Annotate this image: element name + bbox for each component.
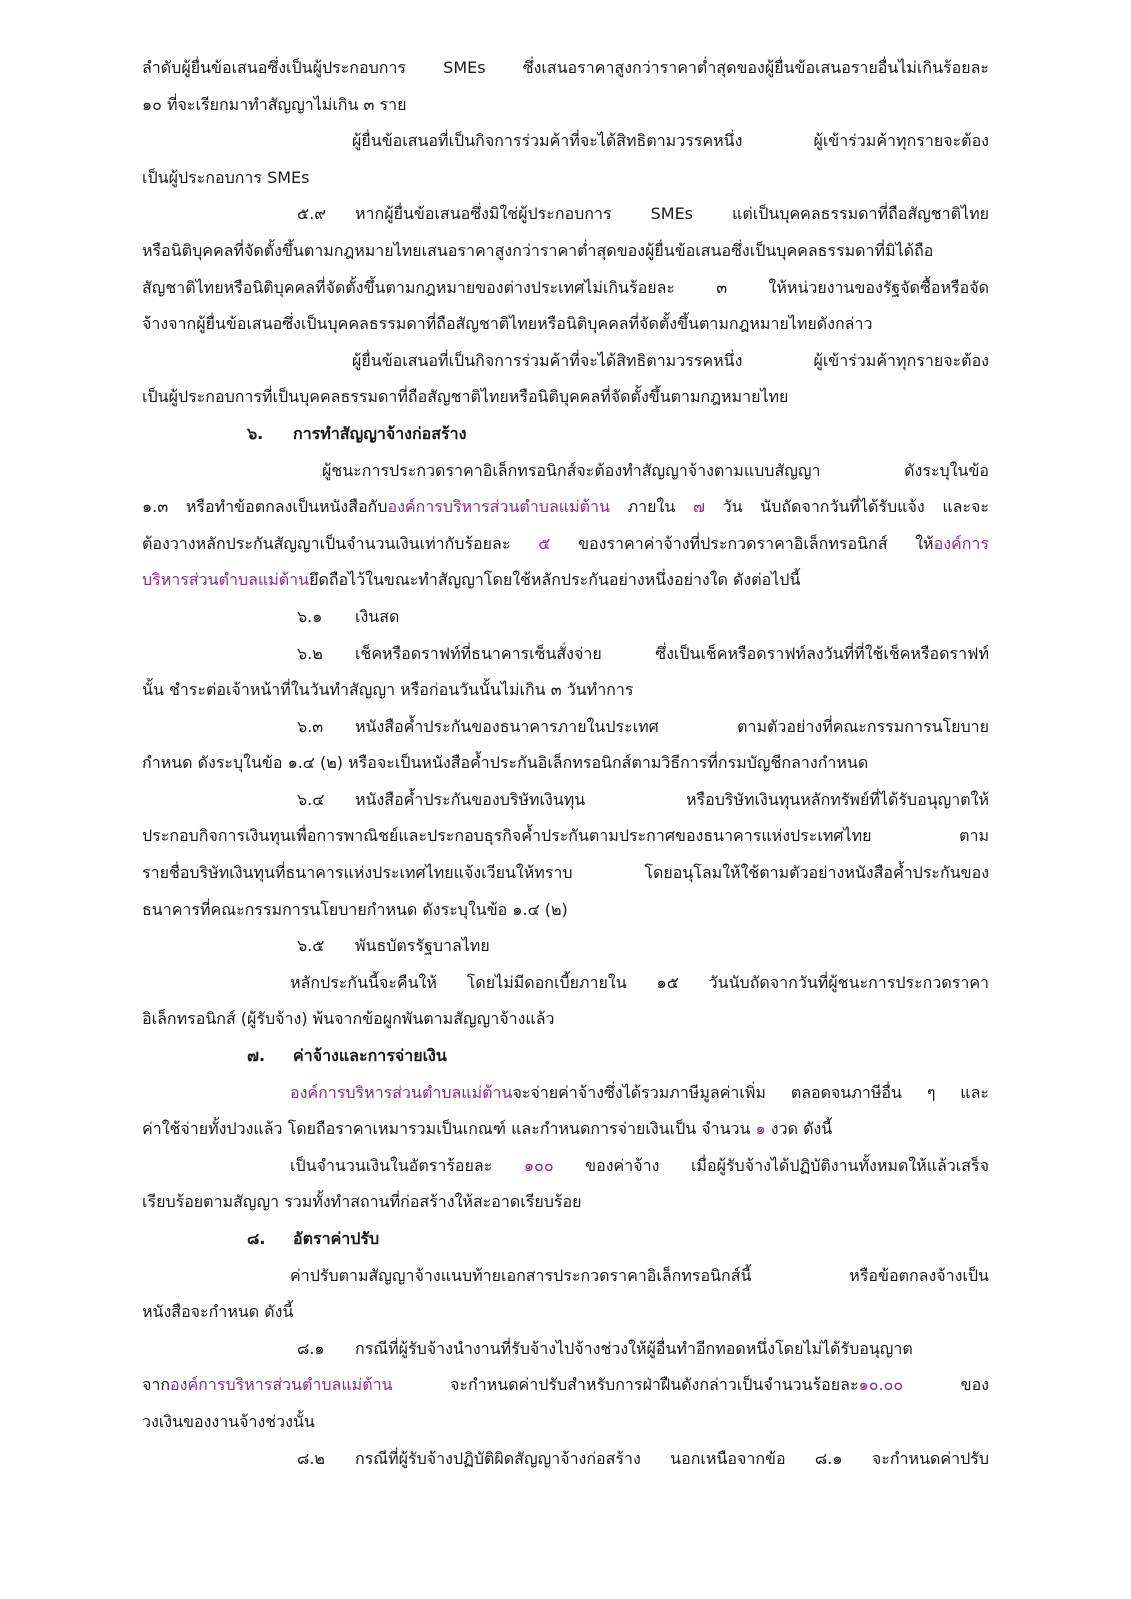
paragraph-line: ค่าปรับตามสัญญาจ้างแนบท้ายเอกสารประกวดราคาอิเล็กทรอนิกส์นี้ หรือข้อตกลงจ้างเป็น xyxy=(290,1265,989,1285)
clause-8-1 xyxy=(142,1331,989,1368)
text-run: ของ xyxy=(903,1375,989,1395)
org-name: องค์การบริหารส่วนตำบลแม่ต้าน xyxy=(387,497,610,517)
section-heading-8 xyxy=(142,1221,989,1258)
paragraph-line: เป็นผู้ประกอบการ SMEs xyxy=(142,167,310,187)
paragraph-line: ประกอบกิจการเงินทุนเพื่อการพาณิชย์และประกอบธุรกิจค้ำประกันตามประกาศของธนาคารแห่งประเทศไทย ตาม xyxy=(142,826,989,846)
clause-number: ๖.๑ xyxy=(297,606,323,626)
paragraph-line: หลักประกันนี้จะคืนให้ โดยไม่มีดอกเบี้ยภายใน ๑๕ วันนับถัดจากวันที่ผู้ชนะการประกวดราคา xyxy=(290,972,989,992)
paragraph-line: นั้น ชำระต่อเจ้าหน้าที่ในวันทำสัญญา หรือก่อนวันนั้นไม่เกิน ๓ วันทำการ xyxy=(142,680,634,700)
heading-text: อัตราค่าปรับ xyxy=(293,1229,380,1248)
heading-number: ๗. xyxy=(247,1046,266,1066)
paragraph-line: ผู้ยื่นข้อเสนอที่เป็นกิจการร่วมค้าที่จะได้สิทธิตามวรรคหนึ่ง ผู้เข้าร่วมค้าทุกรายจะต้อง xyxy=(352,131,989,151)
paragraph-line: ผู้ชนะการประกวดราคาอิเล็กทรอนิกส์จะต้องทำสัญญาจ้างตามแบบสัญญา ดังระบุในข้อ xyxy=(322,460,989,480)
clause-number: ๖.๔ xyxy=(297,789,325,809)
paragraph-line: หนังสือจะกำหนด ดังนี้ xyxy=(142,1302,294,1322)
paragraph-line xyxy=(142,562,989,599)
paragraph-line: รายชื่อบริษัทเงินทุนที่ธนาคารแห่งประเทศไทยแจ้งเวียนให้ทราบ โดยอนุโลมให้ใช้ตามตัวอย่างหนังสือค้ำประกันของ xyxy=(142,863,989,883)
paragraph-line: วงเงินของงานจ้างช่วงนั้น xyxy=(142,1411,315,1431)
heading-text: ค่าจ้างและการจ่ายเงิน xyxy=(293,1046,447,1066)
clause-6-2 xyxy=(142,636,989,673)
heading-number: ๖. xyxy=(247,423,264,443)
paragraph-line: ธนาคารที่คณะกรรมการนโยบายกำหนด ดังระบุในข้อ ๑.๔ (๒) xyxy=(142,899,568,919)
paragraph-line: ผู้ยื่นข้อเสนอที่เป็นกิจการร่วมค้าที่จะได้สิทธิตามวรรคหนึ่ง ผู้เข้าร่วมค้าทุกรายจะต้อง xyxy=(352,350,989,370)
paragraph-line: ๑๐ ที่จะเรียกมาทำสัญญาไม่เกิน ๓ ราย xyxy=(142,94,407,114)
installment-count: ๑ xyxy=(755,1119,766,1139)
paragraph-line: ลำดับผู้ยื่นข้อเสนอซึ่งเป็นผู้ประกอบการ SMEs ซึ่งเสนอราคาสูงกว่าราคาต่ำสุดของผู้ยื่นข้อเสนอรายอื่นไม่เกินร้อยละ xyxy=(142,58,989,77)
clause-6-5 xyxy=(142,928,989,965)
heading-text: การทำสัญญาจ้างก่อสร้าง xyxy=(293,423,467,443)
clause-text: กรณีที่ผู้รับจ้างนำงานที่รับจ้างไปจ้างช่วงให้ผู้อื่นทำอีกทอดหนึ่งโดยไม่ได้รับอนุญาต xyxy=(355,1338,913,1358)
percent-value: ๕ xyxy=(538,533,551,553)
paragraph-line xyxy=(142,489,989,526)
clause-8-2 xyxy=(142,1441,989,1478)
clause-text: กรณีที่ผู้รับจ้างปฏิบัติผิดสัญญาจ้างก่อสร้าง นอกเหนือจากข้อ ๘.๑ จะกำหนดค่าปรับ xyxy=(355,1448,989,1468)
clause-text: หนังสือค้ำประกันของธนาคารภายในประเทศ ตามตัวอย่างที่คณะกรรมการนโยบาย xyxy=(355,716,989,736)
clause-number: ๖.๒ xyxy=(297,643,323,663)
paragraph-line: หรือนิติบุคคลที่จัดตั้งขึ้นตามกฎหมายไทยเสนอราคาสูงกว่าราคาต่ำสุดของผู้ยื่นข้อเสนอซึ่งเป็นบุคคลธรรมดาที่มิได้ถือ xyxy=(142,240,934,260)
text-run: วัน นับถัดจากวันที่ได้รับแจ้ง และจะ xyxy=(704,497,989,517)
clause-text: หากผู้ยื่นข้อเสนอซึ่งมิใช่ผู้ประกอบการ SMEs แต่เป็นบุคคลธรรมดาที่ถือสัญชาติไทย xyxy=(355,204,989,224)
clause-6-3 xyxy=(142,709,989,746)
text-run: ของราคาค่าจ้างที่ประกวดราคาอิเล็กทรอนิกส์ ให้ xyxy=(550,533,934,553)
paragraph-line xyxy=(142,1148,989,1185)
percent-value: ๑๐๐ xyxy=(523,1155,554,1175)
clause-5-9 xyxy=(142,196,989,233)
clause-number: ๕.๙ xyxy=(297,204,326,224)
clause-6-4 xyxy=(142,782,989,819)
clause-number: ๖.๓ xyxy=(297,716,324,736)
paragraph-line xyxy=(142,1367,989,1404)
paragraph-line xyxy=(142,526,989,563)
text-run: เป็นจำนวนเงินในอัตราร้อยละ xyxy=(290,1155,524,1175)
org-name: องค์การบริหารส่วนตำบลแม่ต้าน xyxy=(290,1082,513,1102)
clause-text: เงินสด xyxy=(355,606,400,626)
section-heading-6 xyxy=(142,416,989,453)
text-run: ค่าใช้จ่ายทั้งปวงแล้ว โดยถือราคาเหมารวมเป็นเกณฑ์ และกำหนดการจ่ายเงินเป็น จำนวน xyxy=(142,1119,756,1139)
text-run: ต้องวางหลักประกันสัญญาเป็นจำนวนเงินเท่ากับร้อยละ xyxy=(142,533,539,553)
paragraph-line: กำหนด ดังระบุในข้อ ๑.๔ (๒) หรือจะเป็นหนังสือค้ำประกันอิเล็กทรอนิกส์ตามวิธีการที่กรมบัญชีกลางกำหนด xyxy=(142,753,869,773)
text-run: จะจ่ายค่าจ้างซึ่งได้รวมภาษีมูลค่าเพิ่ม ตลอดจนภาษีอื่น ๆ และ xyxy=(512,1082,989,1102)
paragraph-line: เป็นผู้ประกอบการที่เป็นบุคคลธรรมดาที่ถือสัญชาติไทยหรือนิติบุคคลที่จัดตั้งขึ้นตามกฎหมายไทย xyxy=(142,387,789,407)
clause-number: ๘.๑ xyxy=(297,1338,325,1358)
clause-6-1 xyxy=(142,599,989,636)
paragraph-line: อิเล็กทรอนิกส์ (ผู้รับจ้าง) พ้นจากข้อผูกพันตามสัญญาจ้างแล้ว xyxy=(142,1009,555,1029)
clause-number: ๖.๕ xyxy=(297,936,325,956)
clause-number: ๘.๒ xyxy=(297,1448,325,1468)
paragraph-line xyxy=(142,1075,989,1112)
text-run: ของค่าจ้าง เมื่อผู้รับจ้างได้ปฏิบัติงานทั้งหมดให้แล้วเสร็จ xyxy=(553,1155,989,1175)
text-run: ยึดถือไว้ในขณะทำสัญญาโดยใช้หลักประกันอย่างหนึ่งอย่างใด ดังต่อไปนี้ xyxy=(309,570,801,590)
clause-text: เช็คหรือดราฟท์ที่ธนาคารเซ็นสั่งจ่าย ซึ่งเป็นเช็คหรือดราฟท์ลงวันที่ที่ใช้เช็คหรือดราฟท์ xyxy=(355,643,989,663)
org-name: องค์การ xyxy=(933,533,989,553)
clause-text: พันธบัตรรัฐบาลไทย xyxy=(355,936,490,956)
text-run: งวด ดังนี้ xyxy=(765,1119,833,1139)
paragraph-line: สัญชาติไทยหรือนิติบุคคลที่จัดตั้งขึ้นตามกฎหมายของต่างประเทศไม่เกินร้อยละ ๓ ให้หน่วยงานของรัฐจัดซื้อหรือจัด xyxy=(142,277,989,297)
percent-value: ๑๐.๐๐ xyxy=(858,1375,904,1395)
heading-number: ๘. xyxy=(247,1229,266,1248)
org-name: บริหารส่วนตำบลแม่ต้าน xyxy=(142,570,310,590)
section-heading-7 xyxy=(142,1038,989,1075)
paragraph-line: จ้างจากผู้ยื่นข้อเสนอซึ่งเป็นบุคคลธรรมดาที่ถือสัญชาติไทยหรือนิติบุคคลที่จัดตั้งขึ้นตามกฎหมายไทยดังกล่าว xyxy=(142,314,873,334)
paragraph-line xyxy=(142,1111,989,1148)
paragraph-line: เรียบร้อยตามสัญญา รวมทั้งทำสถานที่ก่อสร้างให้สะอาดเรียบร้อย xyxy=(142,1192,582,1212)
text-run: จาก xyxy=(142,1375,171,1395)
days-value: ๗ xyxy=(692,497,705,517)
text-run: จะกำหนดค่าปรับสำหรับการฝ่าฝืนดังกล่าวเป็นจำนวนร้อยละ xyxy=(392,1375,859,1395)
clause-text: หนังสือค้ำประกันของบริษัทเงินทุน หรือบริษัทเงินทุนหลักทรัพย์ที่ได้รับอนุญาตให้ xyxy=(355,789,989,809)
text-run: ๑.๓ หรือทำข้อตกลงเป็นหนังสือกับ xyxy=(142,497,388,517)
text-run: ภายใน xyxy=(609,497,693,517)
org-name: องค์การบริหารส่วนตำบลแม่ต้าน xyxy=(170,1375,393,1395)
